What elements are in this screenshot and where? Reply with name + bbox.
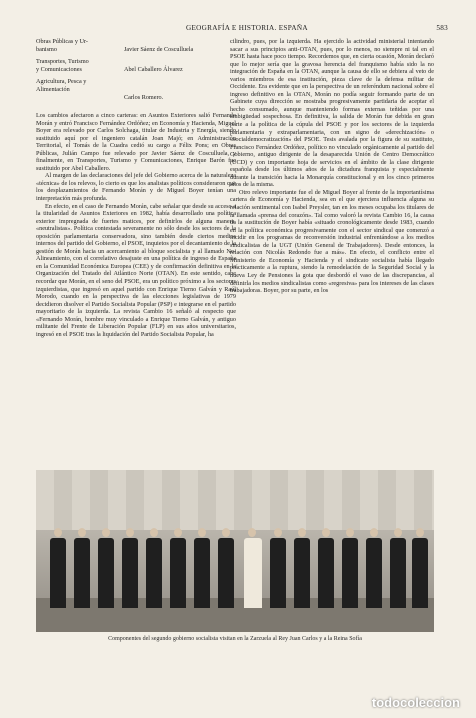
paragraph: cilindro, pues, por la izquierda. Ha ejercido la actividad ministerial intentando sacar a sus principios anti-OTAN, pues, por lo menos, no siempre ni tal en el PSOE hasta hace poco tiempo. Recordemos que, en cierta ocasión, Morán declaró que lo mejor sería que la gravosa herencia del franquismo había sido la no integración de España en la OTAN, aunque la causa de ello se debiera al veto de varios miembros de esa institución, pieza clave de la defensa militar de Occidente. Era evidente que en la perspectiva de un referéndum nacional sobre el ingreso definitivo en la OTAN, Morán no podía seguir formando parte de un Gabinete cuya dirección se mostraba progresivamente partidaria de aceptar el hecho consumado, aunque manteniendo formas externas teñidas por una ambigüedad sospechosa. En definitiva, la salida de Morán fue debida en gran parte a la política de la cúpula del PSOE y por los sectores de la izquierda parlamentaria y extraparlamentaria, con un signo de «derechización» o «socialdemocratización» del PSOE. Tesis avalada por la figura de su sustituto, Francisco Fernández Ordóñez, político no vinculado orgánicamente al partido del Gobierno, antiguo dirigente de la desaparecida Unión de Centro Democrático (UCD) y con importante hoja de servicios en el ámbito de la clase dirigente española desde los últimos años de la dictadura franquista y especialmente durante la transición hacia la Monarquía constitucional y en los cinco primeros años de la misma. <box>230 38 434 189</box>
photo-figure <box>122 528 138 608</box>
photo-figure <box>50 528 66 608</box>
photo-figure <box>366 528 382 608</box>
header-title: GEOGRAFÍA E HISTORIA. ESPAÑA <box>186 24 308 32</box>
photo-caption: Componentes del segundo gobierno socialista visitan en la Zarzuela al Rey Juan Carlos y a la Reina Sofía <box>108 636 362 642</box>
photo-background-wall <box>36 470 434 530</box>
right-column <box>230 38 434 295</box>
photo-figure <box>194 528 210 608</box>
running-header <box>36 24 448 36</box>
watermark-logo: todocoleccion <box>371 695 460 710</box>
photo-figure <box>98 528 114 608</box>
page-number: 583 <box>436 24 448 32</box>
photo-figure <box>412 528 428 608</box>
photo-figure <box>170 528 186 608</box>
photo-figure <box>318 528 334 608</box>
paragraph: Los cambios afectaron a cinco carteras: en Asuntos Exteriores salió Fernando Morán y entró Francisco Fernández Ordóñez; en Economía y Hacienda, Miguel Boyer era relevado por Carlos Solchaga, titular de Industria y Energía, siendo sustituido aquí por el ingeniero catalán Joan Majó; en Administración Territorial, el Tomás de la Cuadra cedió su cargo a Félix Pons; en Obras Públicas, Julián Campo fue relevado por Javier Sáenz de Cosculluela, y finalmente, en Transportes, Turismo y Comunicaciones, Enrique Barón fue sustituido por Abel Caballero. <box>36 112 236 172</box>
ministry-list: Obras Públicas y Ur- banismo Javier Sáenz de Cosculluela Transportes, Turismo y Comunicaciones Abel Caballero Álvarez Agricultura, Pesca y Alimentación Carlos Romero. <box>36 38 194 101</box>
photo-figure <box>342 528 358 608</box>
photo-figure <box>74 528 90 608</box>
photo-figure <box>244 528 260 608</box>
photo-figure <box>146 528 162 608</box>
paragraph: Al margen de las declaraciones del jefe del Gobierno acerca de la naturaleza «técnica» de los relevos, lo cierto es que los analistas políticos consideraron que los desplazamientos de Fernando Morán y de Miguel Boyer tenían una interpretación más profunda. <box>36 172 236 203</box>
photo-figure <box>218 528 234 608</box>
paragraph: Otro relevo importante fue el de Miguel Boyer al frente de la importantísima cartera de Economía y Hacienda, sea en el que ejerciera influencia alguna su relación sentimental con Isabel Preysler, tan en los meses ocupaba los titulares de la llamada «prensa del corazón». Tal como valoró la revista Cambio 16, la causa de la sustitución de Boyer había «situado cronológicamente desde 1983, cuando en la política económica progresivamente con el sector sindical que comenzó a incidir en los programas de reconversión industrial enfrentándose a los medios sindicalistas de la UGT (Unión General de Trabajadores). Desde entonces, la relación con Nicolás Redondo fue a más». En efecto, el conflicto entre el Ministerio de Economía y Hacienda y el sindicato socialista había llegado prácticamente a la ruptura, siendo la remodelación de la Seguridad Social y la nueva Ley de Pensiones la gota que desbordó el vaso de las discrepancias, al definirla los medios sindicalistas como «regresiva» para los intereses de las clases trabajadoras. Boyer, por su parte, en los <box>230 188 434 295</box>
photo-figure <box>390 528 406 608</box>
paragraph: En efecto, en el caso de Fernando Morán, cabe señalar que desde su acceso a la titularidad de Asuntos Exteriores en 1982, había desarrollado una política exterior impregnada de fuertes matices, por definirlos de alguna manera, «neutralistas». Política contestada severamente no sólo desde los sectores de la oposición parlamentaria conservadora, sino también desde ciertos medios internos del partido del Gobierno, el PSOE, inquietos por el decantamiento de la gestión de Morán hacia un acercamiento al bloque socialista y al llamado No-Alineamiento, con el correlativo desajuste en una política de ingreso de España en la Comunidad Económica Europea (CEE) y de confirmación definitiva en la Organización del Tratado del Atlántico Norte (OTAN). En este sentido, cabe recordar que Morán, en el seno del PSOE, era un político próximo a los sectores izquierdistas, que ingresó en aquel partido con Enrique Tierno Galván y Raúl Morodo, cuando en la perspectiva de las elecciones legislativas de 1979 decidieron disolver el Partido Socialista Popular (PSP) e integrarse en el partido mayoritario de la izquierda. La revista Cambio 16 señaló al respecto que «Fernando Morán, hombre muy vinculado a Enrique Tierno Galván, y antiguo militante del Frente de Liberación Popular (FLP) en sus años universitarios, ingresó en el PSOE tras la liquidación del Partido Socialista Popular, ha <box>36 202 236 338</box>
left-column <box>36 38 236 338</box>
photo-figure <box>294 528 310 608</box>
photo-figure <box>270 528 286 608</box>
group-photo <box>36 470 434 632</box>
